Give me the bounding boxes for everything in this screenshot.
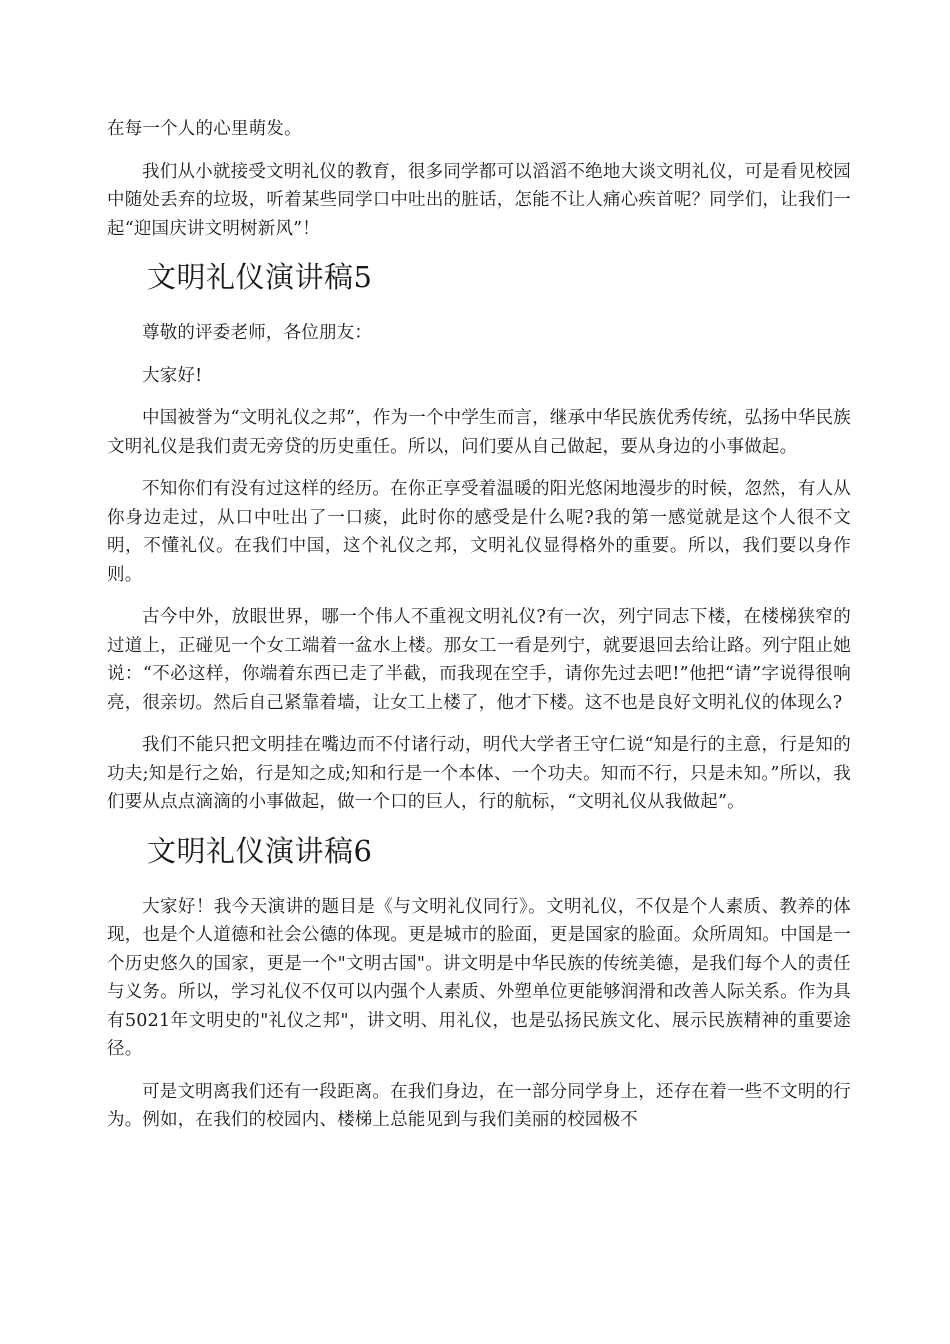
paragraph: 古今中外，放眼世界，哪一个伟人不重视文明礼仪?有一次，列宁同志下楼，在楼梯狭窄的过道上，正碰见一个女工端着一盆水上楼。那女工一看是列宁，就要退回去给让路。列宁阻止她说：“不必这样，你端着东西已走了半截，而我现在空手，请你先过去吧!”他把“请”字说得很响亮，很亲切。然后自己紧靠着墙，让女工上楼了，他才下楼。这不也是良好文明礼仪的体现么? [107, 607, 851, 713]
paragraph: 不知你们有没有过这样的经历。在你正享受着温暖的阳光悠闲地漫步的时候，忽然，有人从你身边走过，从口中吐出了一口痰，此时你的感受是什么呢?我的第一感觉就是这个人很不文明，不懂礼仪。在我们中国，这个礼仪之邦，文明礼仪显得格外的重要。所以，我们要以身作则。 [107, 479, 851, 585]
paragraph: 可是文明离我们还有一段距离。在我们身边，在一部分同学身上，还存在着一些不文明的行为。例如，在我们的校园内、楼梯上总能见到与我们美丽的校园极不 [107, 1081, 851, 1130]
paragraph: 大家好! [142, 365, 203, 386]
paragraph: 在每一个人的心里萌发。 [107, 119, 302, 139]
paragraph: 尊敬的评委老师，各位朋友： [142, 323, 373, 343]
paragraph: 我们不能只把文明挂在嘴边而不付诸行动，明代大学者王守仁说“知是行的主意，行是知的功夫;知是行之始，行是知之成;知和行是一个本体、一个功夫。知而不行，只是未知。”所以，我们要从点点滴滴的小事做起，做一个口的巨人，行的航标，“文明礼仪从我做起”。 [107, 735, 851, 812]
paragraph: 大家好！我今天演讲的题目是《与文明礼仪同行》。文明礼仪，不仅是个人素质、教养的体现，也是个人道德和社会公德的体现。更是城市的脸面，更是国家的脸面。众所周知。中国是一个历史悠久的国家，更是一个"文明古国"。讲文明是中华民族的传统美德，是我们每个人的责任与义务。所以，学习礼仪不仅可以内强个人素质、外塑单位更能够润滑和改善人际关系。作为具有5021年文明史的"礼仪之邦"，讲文明、用礼仪，也是弘扬民族文化、展示民族精神的重要途径。 [107, 896, 851, 1059]
section-heading: 文明礼仪演讲稿5 [147, 260, 373, 294]
paragraph: 中国被誉为“文明礼仪之邦”，作为一个中学生而言，继承中华民族优秀传统，弘扬中华民族文明礼仪是我们责无旁贷的历史重任。所以，问们要从自己做起，要从身边的小事做起。 [107, 408, 851, 457]
paragraph: 我们从小就接受文明礼仪的教育，很多同学都可以滔滔不绝地大谈文明礼仪，可是看见校园中随处丢弃的垃圾，听着某些同学口中吐出的脏话，怎能不让人痛心疾首呢？同学们，让我们一起“迎国庆讲文明树新风”！ [107, 161, 851, 239]
document-body [107, 115, 851, 1149]
section-heading: 文明礼仪演讲稿6 [147, 833, 373, 868]
